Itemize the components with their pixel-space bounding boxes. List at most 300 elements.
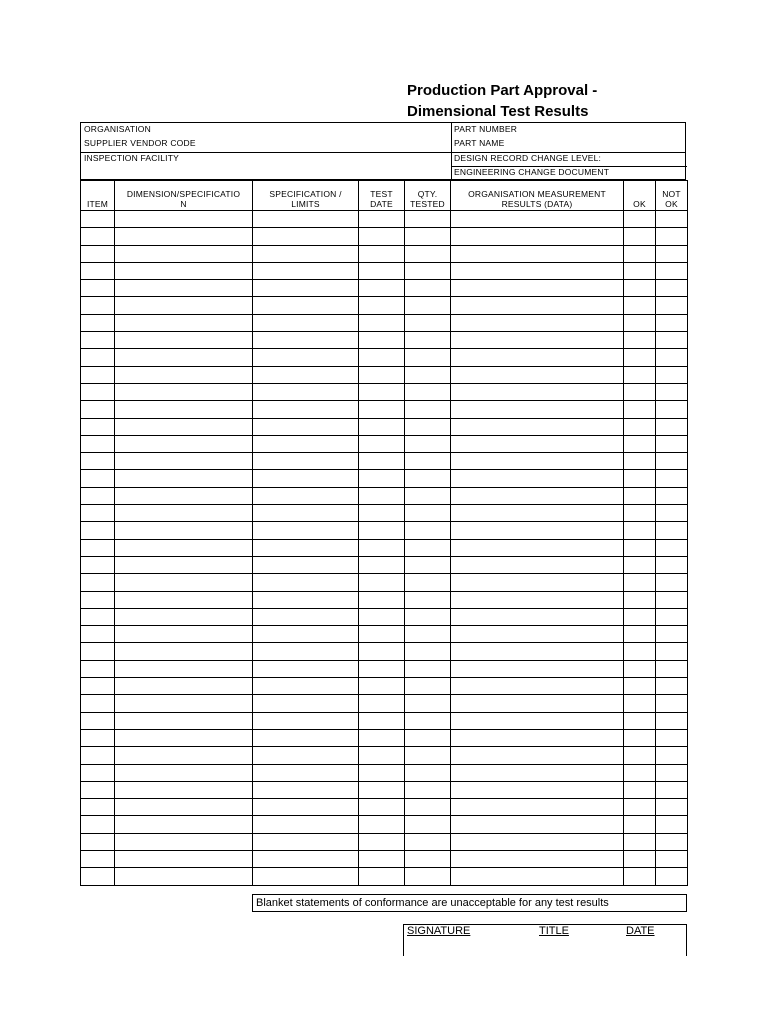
cell-dimension[interactable]: [115, 608, 253, 625]
cell-item[interactable]: [81, 695, 115, 712]
cell-specification-limits[interactable]: [253, 487, 359, 504]
cell-dimension[interactable]: [115, 678, 253, 695]
signature-field[interactable]: SIGNATURE: [407, 925, 471, 937]
cell-ok[interactable]: [624, 435, 656, 452]
cell-dimension[interactable]: [115, 816, 253, 833]
cell-measurement-results[interactable]: [451, 522, 624, 539]
cell-ok[interactable]: [624, 366, 656, 383]
cell-item[interactable]: [81, 556, 115, 573]
cell-ok[interactable]: [624, 487, 656, 504]
cell-ok[interactable]: [624, 383, 656, 400]
cell-dimension[interactable]: [115, 764, 253, 781]
cell-measurement-results[interactable]: [451, 626, 624, 643]
cell-measurement-results[interactable]: [451, 435, 624, 452]
cell-not-ok[interactable]: [656, 868, 688, 885]
cell-measurement-results[interactable]: [451, 816, 624, 833]
supplier-vendor-code-field[interactable]: SUPPLIER VENDOR CODE: [84, 138, 196, 148]
cell-item[interactable]: [81, 314, 115, 331]
cell-test-date[interactable]: [359, 314, 405, 331]
cell-measurement-results[interactable]: [451, 574, 624, 591]
cell-not-ok[interactable]: [656, 643, 688, 660]
cell-ok[interactable]: [624, 418, 656, 435]
cell-dimension[interactable]: [115, 781, 253, 798]
cell-item[interactable]: [81, 729, 115, 746]
cell-dimension[interactable]: [115, 522, 253, 539]
cell-test-date[interactable]: [359, 850, 405, 867]
cell-specification-limits[interactable]: [253, 314, 359, 331]
cell-qty-tested[interactable]: [405, 470, 451, 487]
cell-measurement-results[interactable]: [451, 764, 624, 781]
cell-ok[interactable]: [624, 816, 656, 833]
cell-qty-tested[interactable]: [405, 799, 451, 816]
cell-measurement-results[interactable]: [451, 868, 624, 885]
cell-item[interactable]: [81, 850, 115, 867]
cell-ok[interactable]: [624, 314, 656, 331]
cell-item[interactable]: [81, 591, 115, 608]
cell-ok[interactable]: [624, 574, 656, 591]
cell-qty-tested[interactable]: [405, 850, 451, 867]
cell-not-ok[interactable]: [656, 712, 688, 729]
design-record-change-level-field[interactable]: DESIGN RECORD CHANGE LEVEL:: [454, 153, 602, 163]
cell-test-date[interactable]: [359, 383, 405, 400]
cell-not-ok[interactable]: [656, 262, 688, 279]
cell-qty-tested[interactable]: [405, 868, 451, 885]
cell-qty-tested[interactable]: [405, 366, 451, 383]
cell-not-ok[interactable]: [656, 678, 688, 695]
cell-not-ok[interactable]: [656, 470, 688, 487]
cell-test-date[interactable]: [359, 591, 405, 608]
cell-item[interactable]: [81, 401, 115, 418]
cell-item[interactable]: [81, 435, 115, 452]
cell-not-ok[interactable]: [656, 816, 688, 833]
cell-specification-limits[interactable]: [253, 383, 359, 400]
cell-qty-tested[interactable]: [405, 522, 451, 539]
cell-test-date[interactable]: [359, 799, 405, 816]
cell-specification-limits[interactable]: [253, 470, 359, 487]
cell-specification-limits[interactable]: [253, 349, 359, 366]
cell-test-date[interactable]: [359, 643, 405, 660]
cell-qty-tested[interactable]: [405, 678, 451, 695]
cell-measurement-results[interactable]: [451, 262, 624, 279]
cell-measurement-results[interactable]: [451, 470, 624, 487]
cell-qty-tested[interactable]: [405, 574, 451, 591]
cell-specification-limits[interactable]: [253, 228, 359, 245]
cell-test-date[interactable]: [359, 833, 405, 850]
cell-item[interactable]: [81, 505, 115, 522]
cell-ok[interactable]: [624, 505, 656, 522]
cell-ok[interactable]: [624, 626, 656, 643]
cell-test-date[interactable]: [359, 245, 405, 262]
cell-item[interactable]: [81, 678, 115, 695]
cell-dimension[interactable]: [115, 574, 253, 591]
cell-specification-limits[interactable]: [253, 262, 359, 279]
cell-item[interactable]: [81, 747, 115, 764]
cell-measurement-results[interactable]: [451, 297, 624, 314]
cell-specification-limits[interactable]: [253, 366, 359, 383]
cell-measurement-results[interactable]: [451, 643, 624, 660]
cell-item[interactable]: [81, 764, 115, 781]
cell-test-date[interactable]: [359, 539, 405, 556]
cell-test-date[interactable]: [359, 487, 405, 504]
cell-item[interactable]: [81, 470, 115, 487]
cell-ok[interactable]: [624, 297, 656, 314]
cell-dimension[interactable]: [115, 228, 253, 245]
cell-item[interactable]: [81, 660, 115, 677]
cell-specification-limits[interactable]: [253, 816, 359, 833]
cell-ok[interactable]: [624, 470, 656, 487]
cell-test-date[interactable]: [359, 695, 405, 712]
cell-specification-limits[interactable]: [253, 660, 359, 677]
cell-item[interactable]: [81, 522, 115, 539]
cell-test-date[interactable]: [359, 435, 405, 452]
cell-measurement-results[interactable]: [451, 591, 624, 608]
cell-specification-limits[interactable]: [253, 522, 359, 539]
cell-not-ok[interactable]: [656, 781, 688, 798]
cell-test-date[interactable]: [359, 453, 405, 470]
cell-item[interactable]: [81, 574, 115, 591]
cell-item[interactable]: [81, 366, 115, 383]
cell-ok[interactable]: [624, 643, 656, 660]
cell-ok[interactable]: [624, 764, 656, 781]
cell-not-ok[interactable]: [656, 574, 688, 591]
cell-measurement-results[interactable]: [451, 539, 624, 556]
cell-qty-tested[interactable]: [405, 591, 451, 608]
cell-test-date[interactable]: [359, 608, 405, 625]
cell-item[interactable]: [81, 211, 115, 228]
cell-test-date[interactable]: [359, 401, 405, 418]
cell-qty-tested[interactable]: [405, 505, 451, 522]
cell-ok[interactable]: [624, 401, 656, 418]
cell-qty-tested[interactable]: [405, 643, 451, 660]
cell-specification-limits[interactable]: [253, 280, 359, 297]
cell-qty-tested[interactable]: [405, 816, 451, 833]
cell-measurement-results[interactable]: [451, 349, 624, 366]
cell-ok[interactable]: [624, 833, 656, 850]
cell-specification-limits[interactable]: [253, 695, 359, 712]
cell-ok[interactable]: [624, 349, 656, 366]
cell-qty-tested[interactable]: [405, 228, 451, 245]
cell-dimension[interactable]: [115, 487, 253, 504]
cell-test-date[interactable]: [359, 556, 405, 573]
cell-qty-tested[interactable]: [405, 211, 451, 228]
cell-specification-limits[interactable]: [253, 868, 359, 885]
cell-ok[interactable]: [624, 781, 656, 798]
cell-ok[interactable]: [624, 712, 656, 729]
cell-specification-limits[interactable]: [253, 539, 359, 556]
cell-ok[interactable]: [624, 850, 656, 867]
cell-item[interactable]: [81, 781, 115, 798]
cell-ok[interactable]: [624, 211, 656, 228]
cell-specification-limits[interactable]: [253, 781, 359, 798]
cell-measurement-results[interactable]: [451, 314, 624, 331]
cell-qty-tested[interactable]: [405, 383, 451, 400]
cell-qty-tested[interactable]: [405, 418, 451, 435]
cell-ok[interactable]: [624, 747, 656, 764]
cell-dimension[interactable]: [115, 349, 253, 366]
cell-qty-tested[interactable]: [405, 401, 451, 418]
cell-dimension[interactable]: [115, 747, 253, 764]
cell-dimension[interactable]: [115, 401, 253, 418]
cell-measurement-results[interactable]: [451, 556, 624, 573]
cell-specification-limits[interactable]: [253, 418, 359, 435]
cell-not-ok[interactable]: [656, 453, 688, 470]
cell-dimension[interactable]: [115, 366, 253, 383]
cell-dimension[interactable]: [115, 868, 253, 885]
cell-ok[interactable]: [624, 228, 656, 245]
cell-ok[interactable]: [624, 729, 656, 746]
cell-item[interactable]: [81, 418, 115, 435]
cell-dimension[interactable]: [115, 332, 253, 349]
cell-ok[interactable]: [624, 591, 656, 608]
cell-qty-tested[interactable]: [405, 764, 451, 781]
cell-qty-tested[interactable]: [405, 712, 451, 729]
cell-measurement-results[interactable]: [451, 228, 624, 245]
cell-qty-tested[interactable]: [405, 297, 451, 314]
cell-dimension[interactable]: [115, 695, 253, 712]
cell-dimension[interactable]: [115, 626, 253, 643]
cell-test-date[interactable]: [359, 349, 405, 366]
cell-not-ok[interactable]: [656, 383, 688, 400]
cell-specification-limits[interactable]: [253, 799, 359, 816]
cell-item[interactable]: [81, 228, 115, 245]
cell-specification-limits[interactable]: [253, 435, 359, 452]
cell-not-ok[interactable]: [656, 487, 688, 504]
cell-dimension[interactable]: [115, 505, 253, 522]
cell-test-date[interactable]: [359, 228, 405, 245]
cell-test-date[interactable]: [359, 470, 405, 487]
cell-qty-tested[interactable]: [405, 781, 451, 798]
cell-item[interactable]: [81, 712, 115, 729]
cell-test-date[interactable]: [359, 626, 405, 643]
title-field[interactable]: TITLE: [539, 925, 569, 937]
cell-dimension[interactable]: [115, 556, 253, 573]
cell-not-ok[interactable]: [656, 747, 688, 764]
cell-measurement-results[interactable]: [451, 332, 624, 349]
cell-ok[interactable]: [624, 453, 656, 470]
cell-item[interactable]: [81, 245, 115, 262]
cell-ok[interactable]: [624, 262, 656, 279]
part-name-field[interactable]: PART NAME: [454, 138, 505, 148]
cell-dimension[interactable]: [115, 280, 253, 297]
cell-not-ok[interactable]: [656, 729, 688, 746]
cell-test-date[interactable]: [359, 366, 405, 383]
cell-qty-tested[interactable]: [405, 729, 451, 746]
cell-not-ok[interactable]: [656, 349, 688, 366]
cell-not-ok[interactable]: [656, 366, 688, 383]
cell-dimension[interactable]: [115, 453, 253, 470]
cell-measurement-results[interactable]: [451, 245, 624, 262]
cell-item[interactable]: [81, 487, 115, 504]
cell-specification-limits[interactable]: [253, 850, 359, 867]
cell-specification-limits[interactable]: [253, 608, 359, 625]
cell-test-date[interactable]: [359, 522, 405, 539]
cell-specification-limits[interactable]: [253, 453, 359, 470]
cell-dimension[interactable]: [115, 539, 253, 556]
cell-not-ok[interactable]: [656, 522, 688, 539]
cell-ok[interactable]: [624, 245, 656, 262]
cell-measurement-results[interactable]: [451, 729, 624, 746]
cell-dimension[interactable]: [115, 850, 253, 867]
inspection-facility-field[interactable]: INSPECTION FACILITY: [84, 153, 179, 163]
cell-specification-limits[interactable]: [253, 401, 359, 418]
cell-specification-limits[interactable]: [253, 747, 359, 764]
cell-measurement-results[interactable]: [451, 366, 624, 383]
cell-specification-limits[interactable]: [253, 712, 359, 729]
cell-dimension[interactable]: [115, 470, 253, 487]
cell-test-date[interactable]: [359, 505, 405, 522]
cell-not-ok[interactable]: [656, 401, 688, 418]
cell-test-date[interactable]: [359, 418, 405, 435]
cell-qty-tested[interactable]: [405, 833, 451, 850]
cell-not-ok[interactable]: [656, 539, 688, 556]
cell-qty-tested[interactable]: [405, 695, 451, 712]
cell-not-ok[interactable]: [656, 850, 688, 867]
cell-measurement-results[interactable]: [451, 211, 624, 228]
cell-dimension[interactable]: [115, 712, 253, 729]
cell-specification-limits[interactable]: [253, 297, 359, 314]
cell-qty-tested[interactable]: [405, 747, 451, 764]
cell-ok[interactable]: [624, 556, 656, 573]
cell-test-date[interactable]: [359, 868, 405, 885]
cell-test-date[interactable]: [359, 574, 405, 591]
cell-measurement-results[interactable]: [451, 850, 624, 867]
cell-specification-limits[interactable]: [253, 556, 359, 573]
cell-qty-tested[interactable]: [405, 262, 451, 279]
cell-dimension[interactable]: [115, 591, 253, 608]
cell-not-ok[interactable]: [656, 799, 688, 816]
cell-specification-limits[interactable]: [253, 505, 359, 522]
cell-item[interactable]: [81, 608, 115, 625]
cell-item[interactable]: [81, 539, 115, 556]
cell-not-ok[interactable]: [656, 297, 688, 314]
cell-item[interactable]: [81, 262, 115, 279]
cell-dimension[interactable]: [115, 211, 253, 228]
cell-dimension[interactable]: [115, 418, 253, 435]
cell-qty-tested[interactable]: [405, 660, 451, 677]
cell-not-ok[interactable]: [656, 833, 688, 850]
cell-measurement-results[interactable]: [451, 453, 624, 470]
organisation-field[interactable]: ORGANISATION: [84, 124, 151, 134]
cell-ok[interactable]: [624, 678, 656, 695]
cell-qty-tested[interactable]: [405, 453, 451, 470]
cell-dimension[interactable]: [115, 833, 253, 850]
cell-qty-tested[interactable]: [405, 608, 451, 625]
cell-specification-limits[interactable]: [253, 245, 359, 262]
cell-measurement-results[interactable]: [451, 678, 624, 695]
cell-not-ok[interactable]: [656, 608, 688, 625]
part-number-field[interactable]: PART NUMBER: [454, 124, 518, 134]
cell-item[interactable]: [81, 453, 115, 470]
cell-item[interactable]: [81, 816, 115, 833]
cell-measurement-results[interactable]: [451, 781, 624, 798]
cell-item[interactable]: [81, 349, 115, 366]
cell-specification-limits[interactable]: [253, 729, 359, 746]
cell-ok[interactable]: [624, 332, 656, 349]
cell-item[interactable]: [81, 833, 115, 850]
cell-not-ok[interactable]: [656, 626, 688, 643]
cell-ok[interactable]: [624, 695, 656, 712]
cell-not-ok[interactable]: [656, 695, 688, 712]
cell-item[interactable]: [81, 643, 115, 660]
cell-item[interactable]: [81, 297, 115, 314]
cell-not-ok[interactable]: [656, 211, 688, 228]
cell-not-ok[interactable]: [656, 556, 688, 573]
cell-specification-limits[interactable]: [253, 332, 359, 349]
cell-measurement-results[interactable]: [451, 695, 624, 712]
cell-ok[interactable]: [624, 868, 656, 885]
cell-not-ok[interactable]: [656, 332, 688, 349]
cell-item[interactable]: [81, 280, 115, 297]
cell-item[interactable]: [81, 383, 115, 400]
cell-not-ok[interactable]: [656, 245, 688, 262]
cell-measurement-results[interactable]: [451, 505, 624, 522]
cell-specification-limits[interactable]: [253, 764, 359, 781]
cell-not-ok[interactable]: [656, 660, 688, 677]
cell-test-date[interactable]: [359, 262, 405, 279]
cell-qty-tested[interactable]: [405, 332, 451, 349]
cell-not-ok[interactable]: [656, 435, 688, 452]
cell-measurement-results[interactable]: [451, 712, 624, 729]
cell-specification-limits[interactable]: [253, 626, 359, 643]
cell-measurement-results[interactable]: [451, 660, 624, 677]
cell-qty-tested[interactable]: [405, 280, 451, 297]
cell-ok[interactable]: [624, 608, 656, 625]
cell-ok[interactable]: [624, 799, 656, 816]
date-field[interactable]: DATE: [626, 925, 655, 937]
cell-test-date[interactable]: [359, 729, 405, 746]
cell-dimension[interactable]: [115, 729, 253, 746]
cell-measurement-results[interactable]: [451, 418, 624, 435]
cell-not-ok[interactable]: [656, 418, 688, 435]
cell-dimension[interactable]: [115, 660, 253, 677]
cell-dimension[interactable]: [115, 799, 253, 816]
cell-not-ok[interactable]: [656, 280, 688, 297]
cell-not-ok[interactable]: [656, 764, 688, 781]
cell-test-date[interactable]: [359, 712, 405, 729]
cell-dimension[interactable]: [115, 314, 253, 331]
cell-measurement-results[interactable]: [451, 608, 624, 625]
cell-not-ok[interactable]: [656, 505, 688, 522]
cell-specification-limits[interactable]: [253, 591, 359, 608]
cell-not-ok[interactable]: [656, 314, 688, 331]
cell-ok[interactable]: [624, 539, 656, 556]
cell-dimension[interactable]: [115, 297, 253, 314]
cell-qty-tested[interactable]: [405, 539, 451, 556]
cell-ok[interactable]: [624, 280, 656, 297]
cell-test-date[interactable]: [359, 781, 405, 798]
cell-measurement-results[interactable]: [451, 401, 624, 418]
cell-qty-tested[interactable]: [405, 487, 451, 504]
cell-dimension[interactable]: [115, 435, 253, 452]
cell-qty-tested[interactable]: [405, 435, 451, 452]
cell-measurement-results[interactable]: [451, 833, 624, 850]
cell-test-date[interactable]: [359, 280, 405, 297]
cell-test-date[interactable]: [359, 678, 405, 695]
cell-test-date[interactable]: [359, 332, 405, 349]
cell-test-date[interactable]: [359, 764, 405, 781]
cell-test-date[interactable]: [359, 660, 405, 677]
cell-specification-limits[interactable]: [253, 643, 359, 660]
cell-specification-limits[interactable]: [253, 574, 359, 591]
cell-specification-limits[interactable]: [253, 211, 359, 228]
cell-ok[interactable]: [624, 522, 656, 539]
cell-test-date[interactable]: [359, 747, 405, 764]
cell-dimension[interactable]: [115, 245, 253, 262]
cell-specification-limits[interactable]: [253, 678, 359, 695]
cell-item[interactable]: [81, 799, 115, 816]
cell-dimension[interactable]: [115, 262, 253, 279]
cell-measurement-results[interactable]: [451, 747, 624, 764]
